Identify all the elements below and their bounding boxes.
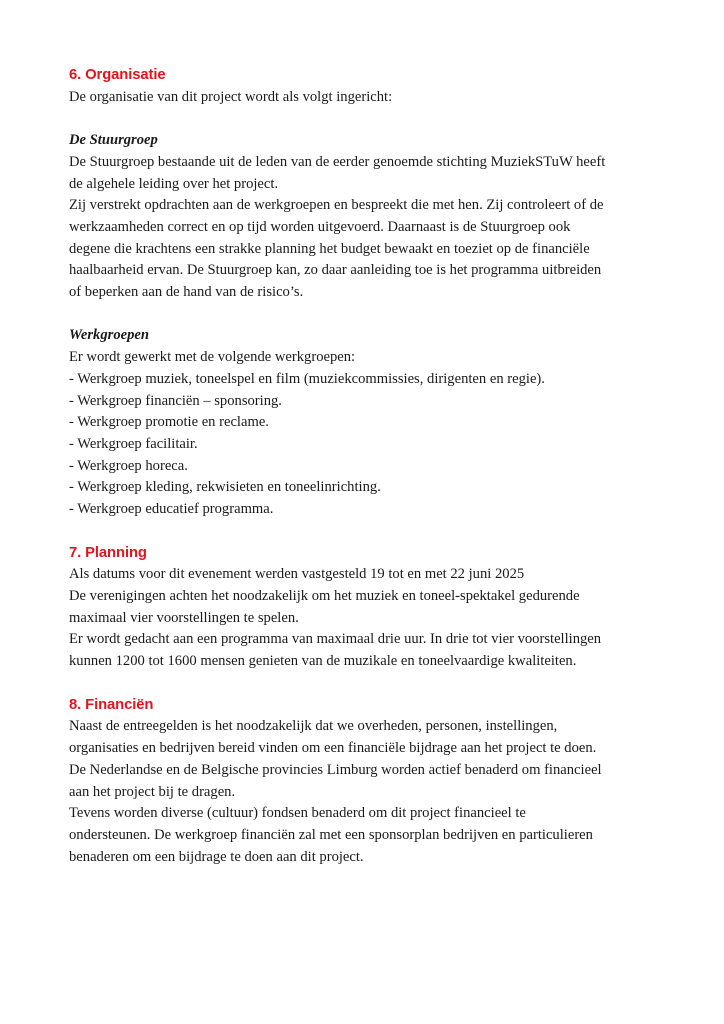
section-intro: De organisatie van dit project wordt als volgt ingericht:: [69, 88, 393, 105]
paragraph-line: ondersteunen. De werkgroep financiën zal met een sponsorplan bedrijven en particulieren: [69, 826, 593, 843]
subsection-title-stuurgroep: De Stuurgroep: [69, 132, 158, 149]
paragraph-line: haalbaarheid ervan. De Stuurgroep kan, zo daar aanleiding toe is het programma uitbreiden: [69, 262, 602, 279]
paragraph-line: Er wordt gedacht aan een programma van maximaal drie uur. In drie tot vier voorstellingen: [69, 631, 602, 648]
paragraph-line: organisaties en bedrijven bereid vinden om een financiële bijdrage aan het project te doen.: [69, 740, 597, 757]
paragraph-line: degene die krachtens een strakke planning het budget bewaakt en toeziet op de financiële: [69, 240, 590, 257]
section-heading-financien: 8. Financiën: [69, 696, 154, 713]
document-page: [69, 65, 669, 868]
section-heading-organisatie: 6. Organisatie: [69, 67, 166, 83]
list-item: - Werkgroep educatief programma.: [69, 501, 274, 518]
paragraph-line: Tevens worden diverse (cultuur) fondsen benaderd om dit project financieel te: [69, 805, 526, 822]
paragraph-line: kunnen 1200 tot 1600 mensen genieten van de muzikale en toneelvaardige kwaliteiten.: [69, 653, 577, 670]
paragraph-line: werkzaamheden correct en op tijd worden uitgevoerd. Daarnaast is de Stuurgroep ook: [69, 218, 571, 235]
paragraph-line: De Nederlandse en de Belgische provincies Limburg worden actief benaderd om financieel: [69, 761, 602, 778]
list-item: - Werkgroep kleding, rekwisieten en toneelinrichting.: [69, 479, 381, 496]
paragraph-line: of beperken aan de hand van de risico’s.: [69, 284, 304, 301]
paragraph-line: benaderen om een bijdrage te doen aan dit project.: [69, 848, 364, 865]
list-item: - Werkgroep financiën – sponsoring.: [69, 392, 282, 409]
paragraph-line: aan het project bij te dragen.: [69, 783, 236, 800]
list-item: - Werkgroep facilitair.: [69, 435, 198, 452]
paragraph-line: Naast de entreegelden is het noodzakelijk dat we overheden, personen, instellingen,: [69, 718, 558, 735]
paragraph-line: maximaal vier voorstellingen te spelen.: [69, 609, 299, 626]
list-item: - Werkgroep muziek, toneelspel en film (muziekcommissies, dirigenten en regie).: [69, 370, 545, 387]
paragraph-line: De Stuurgroep bestaande uit de leden van de eerder genoemde stichting MuziekSTuW heeft: [69, 153, 606, 170]
paragraph-line: Er wordt gewerkt met de volgende werkgroepen:: [69, 349, 356, 366]
paragraph-line: Als datums voor dit evenement werden vastgesteld 19 tot en met 22 juni 2025: [69, 566, 525, 583]
list-item: - Werkgroep promotie en reclame.: [69, 414, 269, 431]
paragraph-line: De verenigingen achten het noodzakelijk om het muziek en toneel-spektakel gedurende: [69, 588, 580, 605]
subsection-title-werkgroepen: Werkgroepen: [69, 327, 149, 344]
paragraph-line: de algehele leiding over het project.: [69, 175, 279, 192]
paragraph-line: Zij verstrekt opdrachten aan de werkgroepen en bespreekt die met hen. Zij controleert of de: [69, 197, 604, 214]
list-item: - Werkgroep horeca.: [69, 457, 188, 474]
section-heading-planning: 7. Planning: [69, 544, 147, 561]
